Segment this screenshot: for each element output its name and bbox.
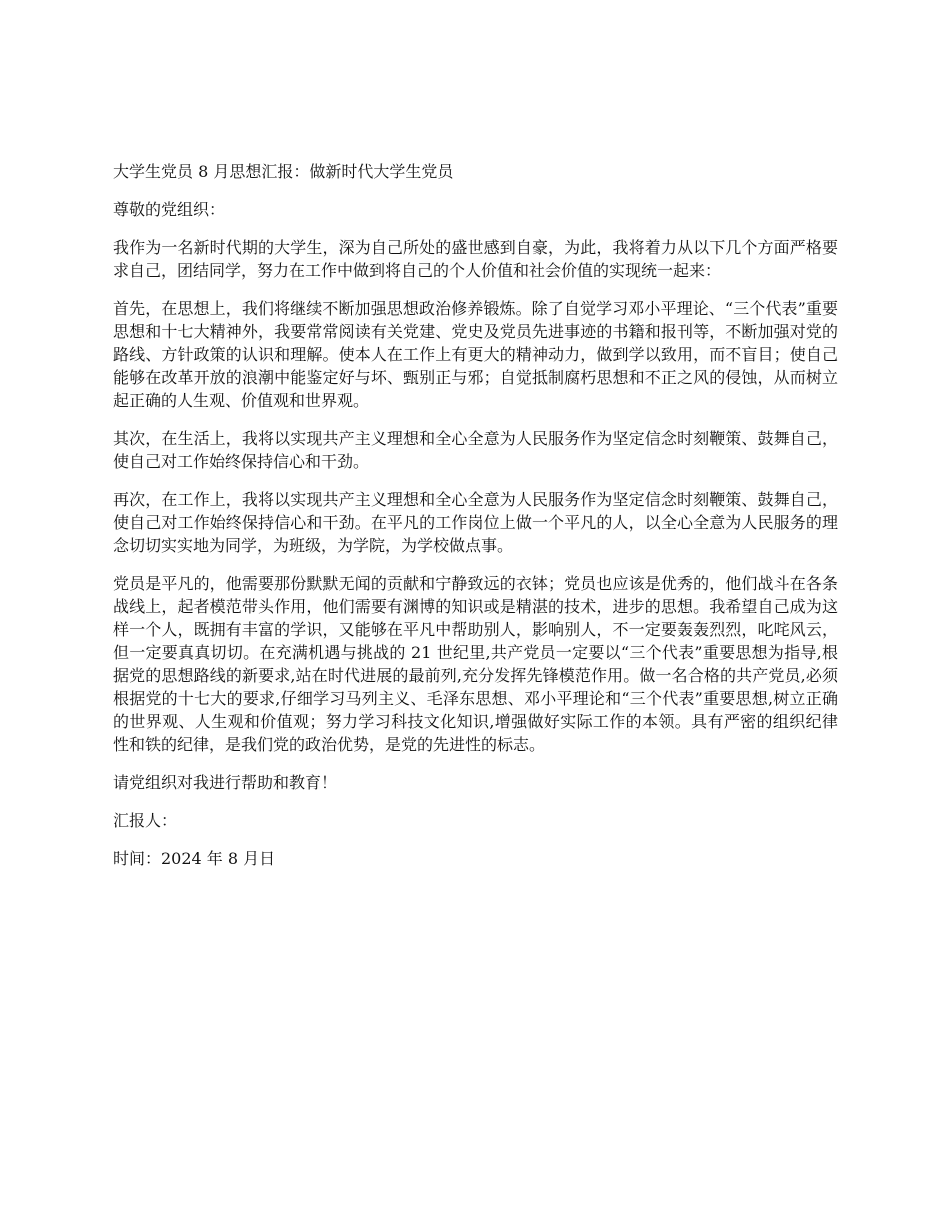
document-page — [113, 160, 838, 885]
salutation: 尊敬的党组织： — [113, 200, 226, 219]
body-paragraph-3: 其次，在生活上，我将以实现共产主义理想和全心全意为人民服务作为坚定信念时刻鞭策、鼓舞自己，使自己对工作始终保持信心和干劲。 — [113, 429, 838, 471]
body-paragraph-1: 我作为一名新时代期的大学生，深为自己所处的盛世感到自豪，为此，我将着力从以下几个方面严格要求自己，团结同学，努力在工作中做到将自己的个人价值和社会价值的实现统一起来： — [113, 238, 838, 280]
date-line: 时间：2024 年 8 月日 — [113, 849, 276, 868]
reporter-line: 汇报人： — [113, 811, 178, 830]
body-paragraph-5: 党员是平凡的，他需要那份默默无闻的贡献和宁静致远的衣钵；党员也应该是优秀的，他们战斗在各条战线上，起者模范带头作用，他们需要有渊博的知识或是精湛的技术，进步的思想。我希望自己成为这样一个人，既拥有丰富的学识，又能够在平凡中帮助别人，影响别人，不一定要轰轰烈烈，叱咤风云，但一定要真真切切。在充满机遇与挑战的 21 世纪里,共产党员一定要以“三个代表”重要思想为指导,根据党的思想路线的新要求,站在时代进展的最前列,充分发挥先锋模范作用。做一名合格的共产党员,必须根据党的十七大的要求,仔细学习马列主义、毛泽东思想、邓小平理论和“三个代表”重要思想,树立正确的世界观、人生观和价值观；努力学习科技文化知识,增强做好实际工作的本领。具有严密的组织纪律性和铁的纪律，是我们党的政治优势，是党的先进性的标志。 — [113, 574, 838, 754]
body-paragraph-2: 首先，在思想上，我们将继续不断加强思想政治修养锻炼。除了自觉学习邓小平理论、“三个代表”重要思想和十七大精神外，我要常常阅读有关党建、党史及党员先进事迹的书籍和报刊等，不断加强对党的路线、方针政策的认识和理解。使本人在工作上有更大的精神动力，做到学以致用，而不盲目；使自己能够在改革开放的浪潮中能鉴定好与坏、甄别正与邪；自觉抵制腐朽思想和不正之风的侵蚀，从而树立起正确的人生观、价值观和世界观。 — [113, 299, 838, 410]
closing-line: 请党组织对我进行帮助和教育！ — [113, 773, 338, 792]
body-paragraph-4: 再次，在工作上，我将以实现共产主义理想和全心全意为人民服务作为坚定信念时刻鞭策、鼓舞自己，使自己对工作始终保持信心和干劲。在平凡的工作岗位上做一个平凡的人，以全心全意为人民服务的理念切切实实地为同学，为班级，为学院，为学校做点事。 — [113, 490, 838, 555]
document-title: 大学生党员 8 月思想汇报：做新时代大学生党员 — [113, 162, 454, 181]
